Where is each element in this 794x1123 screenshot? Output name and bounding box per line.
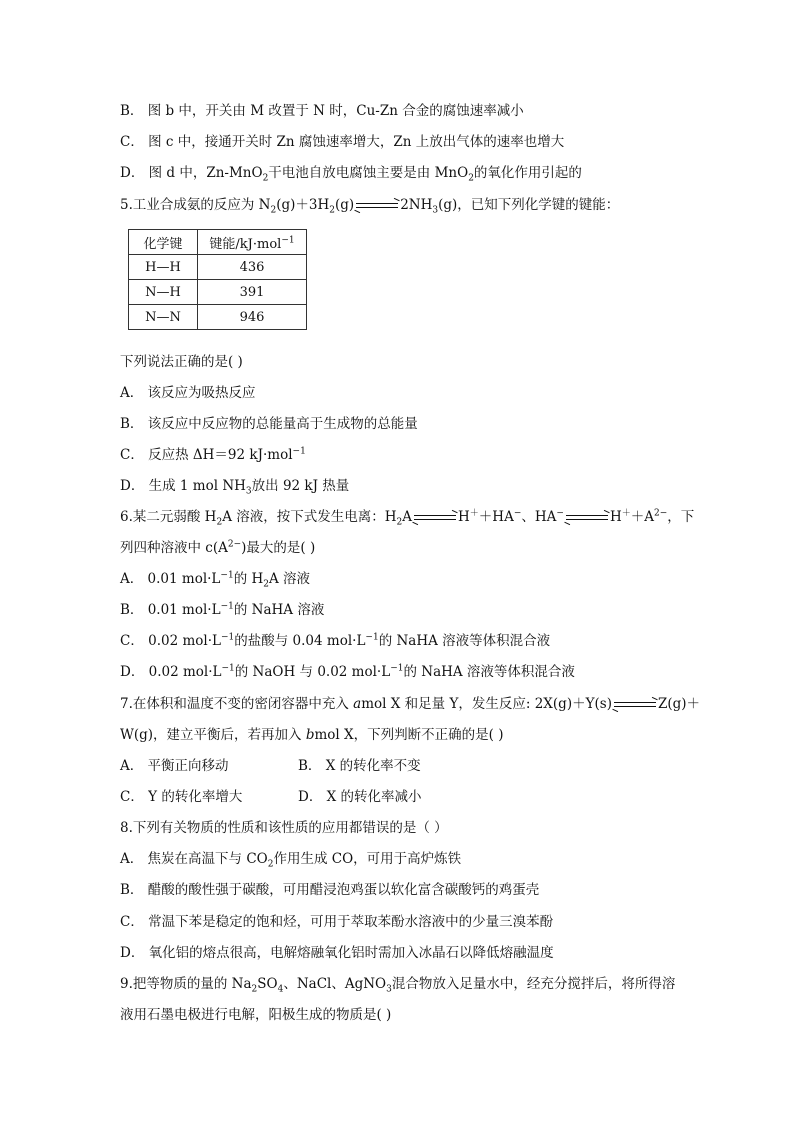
- q5-question: 下列说法正确的是( ): [120, 354, 243, 370]
- table-cell: N—N: [129, 305, 198, 330]
- bond-energy-table: [128, 229, 307, 330]
- q7-option-d: D． X 的转化率减小: [298, 789, 422, 805]
- q6-stem-line1: 6.某二元弱酸 $H_2A$ 溶液，按下式发生电离：$H_2A$ H＋＋HA−、HA− $H^++A^{2-}$，下: [120, 508, 695, 528]
- q7-option-b: B． X 的转化率不变: [298, 758, 421, 774]
- table-row: [129, 280, 307, 305]
- q7-stem-line1: 7.在体积和温度不变的密闭容器中充入 amol X 和足量 Y，发生反应: 2X(g)＋Y(s) Z(g)＋: [120, 696, 701, 712]
- table-cell: 436: [198, 255, 307, 280]
- q5-option-b: B． 该反应中反应物的总能量高于生成物的总能量: [120, 416, 418, 432]
- q6-option-c: C． 0.02 $mol\cdot L^{-1}$的盐酸与 0.04 $mol\cdot L^{-1}$的 NaHA 溶液等体积混合液: [120, 632, 551, 649]
- q6-option-d: D． 0.02 $mol\cdot L^{-1}$的 NaOH 与 0.02 $mol\cdot L^{-1}$的 NaHA 溶液等体积混合液: [120, 663, 575, 680]
- table-cell: H—H: [129, 255, 198, 280]
- equilibrium-arrow-icon: [564, 512, 610, 524]
- q9-stem-line2: 液用石墨电极进行电解，阳极生成的物质是( ): [120, 1007, 392, 1023]
- q5-option-d: D． 生成 1 mol $NH_3$放出 92 kJ 热量: [120, 478, 350, 497]
- q5-stem: 5.工业合成氨的反应为 $N_2(g)+3H_2(g)$ $2NH_3(g)$，已知下列化学键的键能：: [120, 197, 620, 216]
- q4-option-b: B． 图 b 中，开关由 M 改置于 N 时，Cu-Zn 合金的腐蚀速率减小: [120, 103, 524, 119]
- table-header-row: [129, 230, 307, 255]
- table-row: [129, 305, 307, 330]
- equilibrium-arrow-icon: [612, 699, 658, 711]
- q4-option-d: D． 图 d 中，Zn-MnO$_2$干电池自放电腐蚀主要是由 MnO$_2$的氧化作用引起的: [120, 165, 582, 184]
- q9-stem-line1: 9.把等物质的量的 $Na_2SO_4$、NaCl、AgNO$_3$混合物放入足量水中，经充分搅拌后，将所得溶: [120, 976, 676, 995]
- q8-stem: 8.下列有关物质的性质和该性质的应用都错误的是（ ）: [120, 820, 448, 836]
- q7-option-c: C． Y 的转化率增大: [120, 789, 243, 805]
- q6-option-a: A． 0.01 $mol\cdot L^{-1}$的 $H_2A$ 溶液: [120, 570, 311, 590]
- q8-option-b: B． 醋酸的酸性强于碳酸，可用醋浸泡鸡蛋以软化富含碳酸钙的鸡蛋壳: [120, 882, 540, 898]
- table-cell: 391: [198, 280, 307, 305]
- q7-option-a: A． 平衡正向移动: [120, 758, 229, 774]
- q5-option-c: C． 反应热 ΔH＝92 kJ·mol$^{-1}$: [120, 446, 306, 463]
- equilibrium-arrow-icon: [412, 512, 458, 524]
- table-row: [129, 255, 307, 280]
- q8-option-c: C． 常温下苯是稳定的饱和烃，可用于萃取苯酚水溶液中的少量三溴苯酚: [120, 914, 554, 930]
- q8-option-a: A． 焦炭在高温下与 $CO_2$作用生成 CO，可用于高炉炼铁: [120, 851, 462, 870]
- q6-option-b: B． 0.01 $mol\cdot L^{-1}$的 NaHA 溶液: [120, 601, 325, 618]
- equilibrium-arrow-icon: [354, 200, 400, 212]
- q5-option-a: A． 该反应为吸热反应: [120, 385, 256, 401]
- q4-option-c: C． 图 c 中，接通开关时 Zn 腐蚀速率增大，Zn 上放出气体的速率也增大: [120, 134, 565, 150]
- q8-option-d: D． 氧化铝的熔点很高，电解熔融氧化铝时需加入冰晶石以降低熔融温度: [120, 945, 554, 961]
- table-header-cell: 键能/kJ·mol$^{-1}$: [198, 230, 307, 255]
- q7-stem-line2: W(g)，建立平衡后，若再加入 bmol X，下列判断不正确的是( ): [120, 727, 504, 743]
- q6-stem-line2: 列四种溶液中 $c(A^{2-})$最大的是( ): [120, 539, 316, 556]
- table-cell: 946: [198, 305, 307, 330]
- table-header-cell: 化学键: [129, 230, 198, 255]
- table-cell: N—H: [129, 280, 198, 305]
